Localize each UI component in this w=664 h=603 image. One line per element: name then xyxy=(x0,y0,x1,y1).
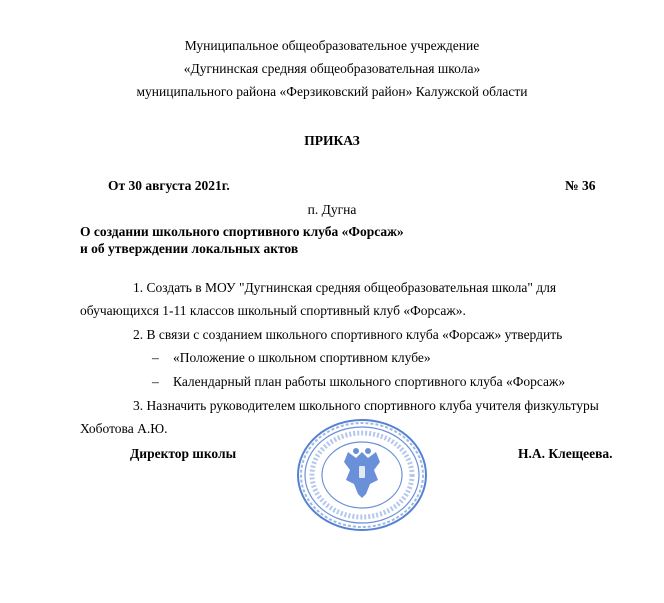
header-line-3: муниципального района «Ферзиковский район» Калужской области xyxy=(136,84,528,99)
subject-line-2: и об утверждении локальных актов xyxy=(80,241,299,256)
item-2: 2. В связи с созданием школьного спортивного клуба «Форсаж» утвердить xyxy=(133,327,563,342)
stamp-seal-icon xyxy=(296,418,428,532)
bullet-1: «Положение о школьном спортивном клубе» xyxy=(173,350,431,365)
bullet-2: Календарный план работы школьного спортивного клуба «Форсаж» xyxy=(173,374,566,389)
header-line-2: «Дугнинская средняя общеобразовательная школа» xyxy=(183,61,481,76)
order-number: № 36 xyxy=(565,178,596,193)
subject-line-1: О создании школьного спортивного клуба «Форсаж» xyxy=(80,224,404,239)
item-3-line-2: Хоботова А.Ю. xyxy=(80,421,168,436)
bullet-dash-2: – xyxy=(152,374,159,389)
item-1-line-2: обучающихся 1-11 классов школьный спортивный клуб «Форсаж». xyxy=(80,303,466,318)
document-title: ПРИКАЗ xyxy=(304,133,360,148)
signature-role: Директор школы xyxy=(130,446,237,461)
signature-name: Н.А. Клещеева. xyxy=(518,446,613,461)
bullet-dash-1: – xyxy=(152,350,159,365)
item-1-line-1: 1. Создать в МОУ "Дугнинская средняя общеобразовательная школа" для xyxy=(133,280,557,295)
place: п. Дугна xyxy=(307,202,357,217)
order-date: От 30 августа 2021г. xyxy=(108,178,230,193)
header-line-1: Муниципальное общеобразовательное учреждение xyxy=(184,38,480,53)
item-3-line-1: 3. Назначить руководителем школьного спортивного клуба учителя физкультуры xyxy=(133,398,599,413)
